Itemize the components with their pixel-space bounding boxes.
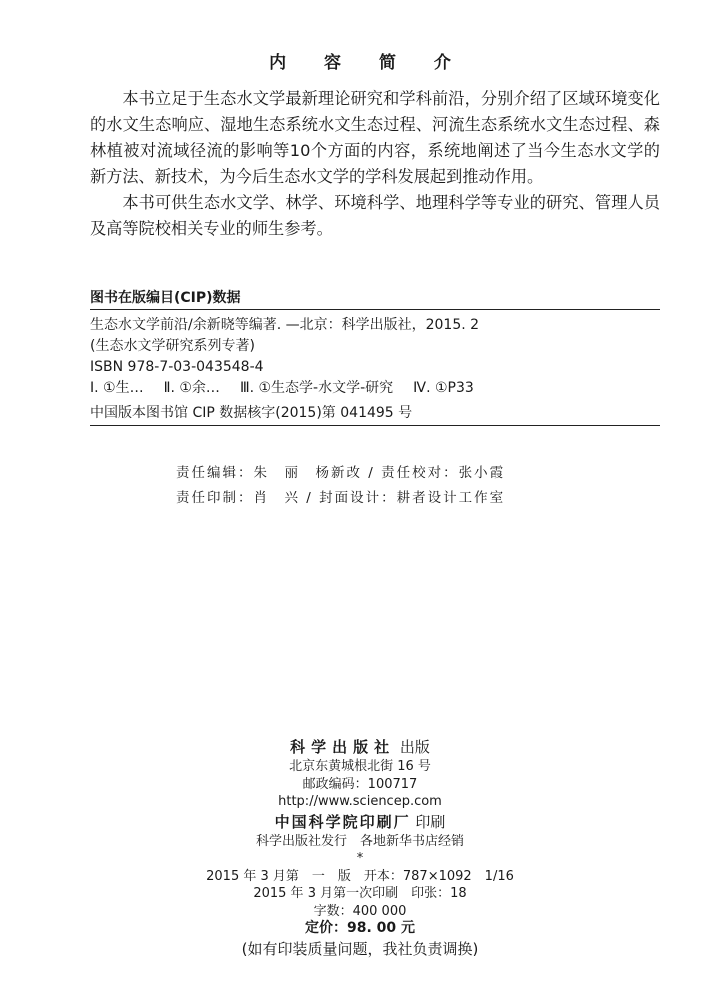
cip-heading: 图书在版编目(CIP)数据 (90, 290, 241, 306)
postcode: 邮政编码：100717 (302, 776, 418, 792)
printer-logo-text: 中国科学院印刷厂 (274, 812, 411, 831)
cip-number: 中国版本图书馆 CIP 数据核字(2015)第 041495 号 (90, 405, 413, 421)
printer-line (0, 811, 720, 833)
colophon (0, 736, 720, 960)
cip-class-4: Ⅳ. ①P33 (413, 380, 474, 396)
distribution-line: 科学出版社发行 各地新华书店经销 (255, 833, 464, 849)
cip-class-3: Ⅲ. ①生态学-水文学-研究 (239, 380, 394, 396)
responsibility-statement (176, 461, 505, 511)
cip-isbn: ISBN 978-7-03-043548-4 (90, 359, 264, 375)
editors-line-1: 责任编辑：朱 丽 杨新改 / 责任校对：张小霞 (176, 465, 506, 481)
summary-paragraph-1: 本书立足于生态水文学最新理论研究和学科前沿，分别介绍了区域环境变化的水文生态响应、湿地生态系统水文生态过程、河流生态系统水文生态过程、森林植被对流域径流的影响等10个方面的内容，系统地阐述了当今生态水文学的新方法、新技术，为今后生态水文学的学科发展起到推动作用。 (90, 89, 660, 186)
print-word: 印刷 (415, 812, 446, 831)
cip-class-2: Ⅱ. ①余… (163, 380, 220, 396)
price: 定价：98. 00 元 (304, 920, 416, 936)
summary-paragraph-2: 本书可供生态水文学、林学、环境科学、地理科学等专业的研究、管理人员及高等院校相关专业的师生参考。 (90, 193, 660, 238)
content-summary (90, 86, 660, 242)
edition-line: 2015 年 3 月第 一 版 开本：787×1092 1/16 (206, 868, 514, 884)
publisher-line (0, 736, 720, 758)
publisher-logo-text: 科学出版社 (290, 738, 396, 756)
cip-classification (90, 378, 660, 399)
word-count: 字数：400 000 (313, 903, 407, 919)
cip-record (90, 310, 660, 425)
publisher-url: http://www.sciencep.com (278, 794, 442, 809)
page-title: 内 容 简 介 (269, 53, 467, 73)
quality-note: (如有印装质量问题，我社负责调换) (241, 939, 479, 958)
cip-title-line: 生态水文学前沿/余新晓等编著. —北京：科学出版社，2015. 2 (90, 317, 480, 333)
cip-class-1: Ⅰ. ①生… (90, 380, 144, 396)
printing-line: 2015 年 3 月第一次印刷 印张：18 (253, 886, 467, 901)
publisher-address: 北京东黄城根北街 16 号 (289, 759, 431, 774)
cip-bottom-rule (90, 425, 660, 426)
cip-data-block (90, 287, 660, 426)
editors-line-2: 责任印制：肖 兴 / 封面设计：耕者设计工作室 (176, 490, 506, 506)
separator-star: * (356, 851, 364, 866)
cip-series-line: (生态水文学研究系列专著) (90, 338, 255, 354)
publish-word: 出版 (399, 738, 430, 756)
